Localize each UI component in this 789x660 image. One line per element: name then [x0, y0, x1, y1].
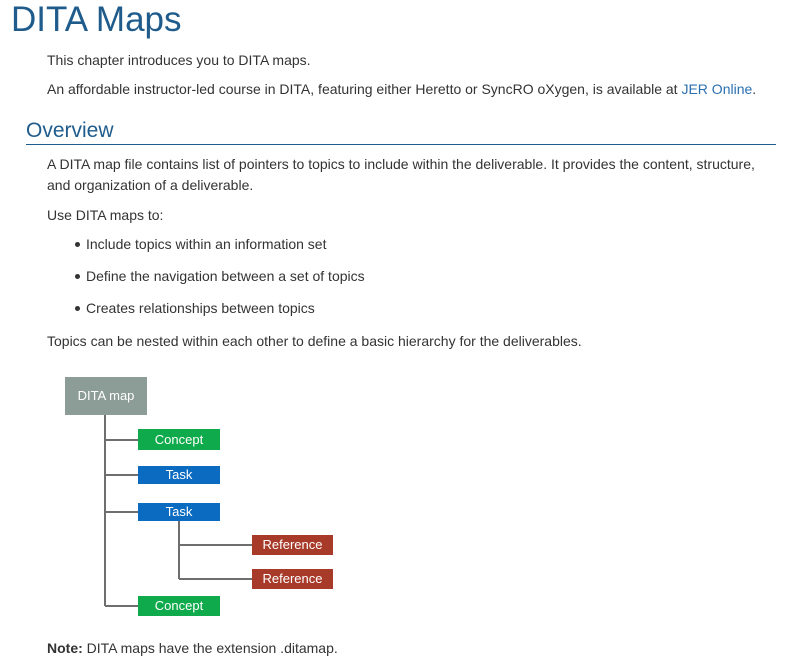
use-maps-paragraph: Use DITA maps to: — [47, 207, 164, 223]
bullet-icon — [75, 306, 80, 311]
sub-branch-line — [179, 544, 252, 546]
reference-node: Reference — [252, 535, 333, 555]
overview-paragraph: A DITA map file contains list of pointers to topics to include within the deliverable. It provides the content, structure, and organization of a deliverable. — [47, 156, 755, 193]
list-item — [47, 234, 365, 266]
list-item-text: Define the navigation between a set of topics — [86, 268, 365, 284]
task-node: Task — [138, 466, 220, 484]
dita-map-node: DITA map — [65, 377, 147, 415]
branch-line — [105, 511, 138, 513]
bullet-icon — [75, 242, 80, 247]
branch-line — [105, 605, 138, 607]
bullet-icon — [75, 274, 80, 279]
note — [47, 638, 338, 659]
list-item — [47, 266, 365, 298]
task-node: Task — [138, 503, 220, 521]
section-heading-overview: Overview — [26, 119, 114, 142]
page-title: DITA Maps — [11, 0, 182, 39]
course-paragraph — [47, 79, 756, 100]
list-item — [47, 298, 365, 330]
list-item-text: Include topics within an information set — [86, 236, 327, 252]
concept-node: Concept — [138, 596, 220, 616]
sub-branch-line — [179, 578, 252, 580]
intro-paragraph: This chapter introduces you to DITA maps. — [47, 52, 311, 68]
branch-line — [105, 439, 138, 441]
branch-line — [105, 474, 138, 476]
sub-trunk-line — [178, 521, 180, 579]
list-item-text: Creates relationships between topics — [86, 300, 315, 316]
bullet-list — [47, 234, 365, 330]
reference-node: Reference — [252, 569, 333, 589]
course-text: An affordable instructor-led course in DITA, featuring either Heretto or SyncRO oXygen, is available at — [47, 81, 682, 97]
course-end: . — [752, 81, 757, 97]
jer-online-link[interactable]: JER Online — [681, 81, 753, 97]
section-divider — [26, 144, 776, 145]
hierarchy-paragraph: Topics can be nested within each other to define a basic hierarchy for the deliverables. — [47, 333, 582, 349]
concept-node: Concept — [138, 429, 220, 450]
note-label: Note: — [47, 640, 83, 656]
note-text: DITA maps have the extension .ditamap. — [82, 640, 338, 656]
